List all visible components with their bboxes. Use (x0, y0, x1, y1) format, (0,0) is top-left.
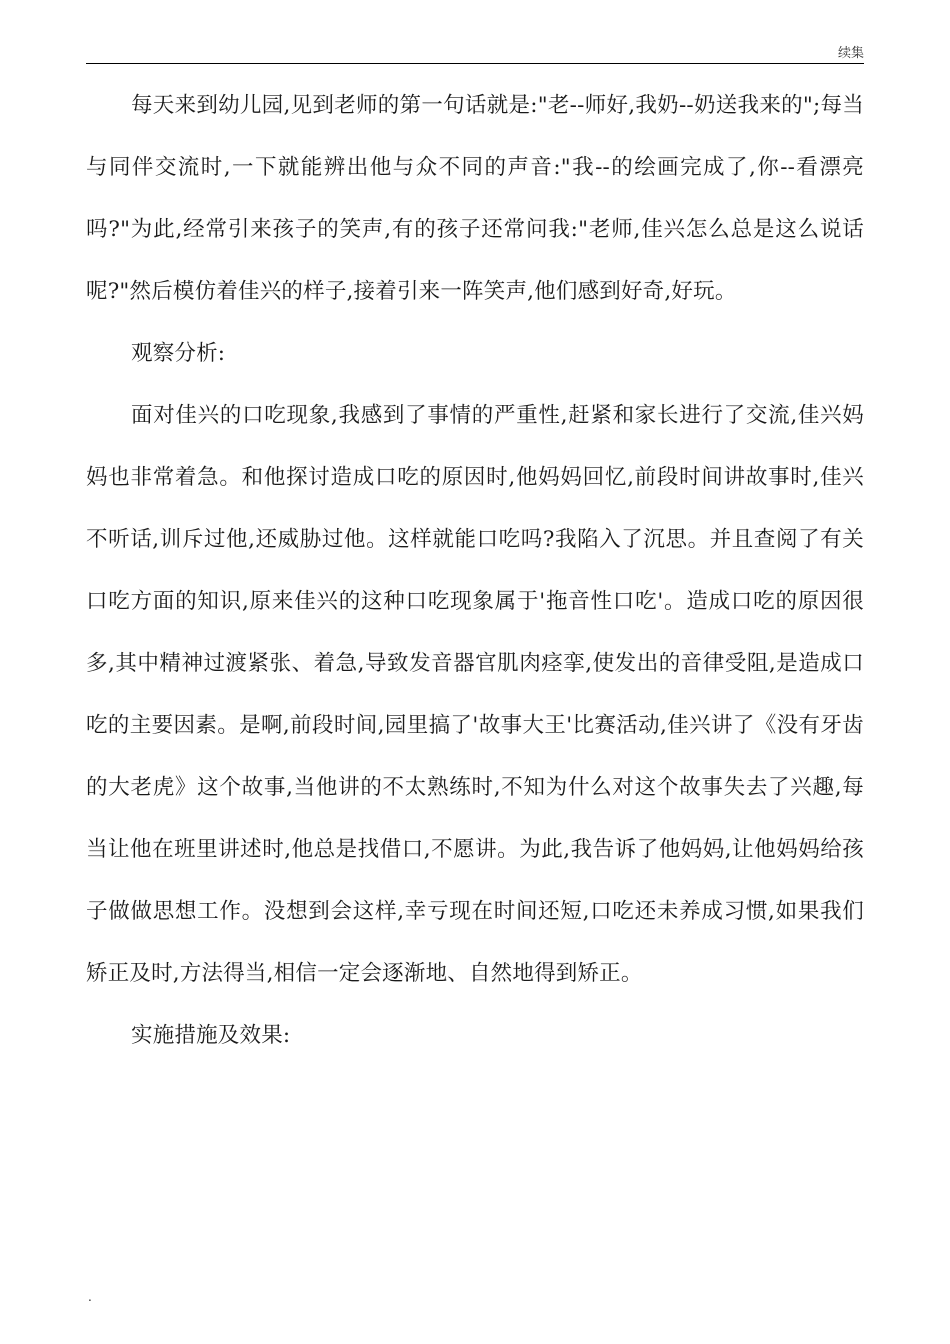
document-body (86, 75, 864, 1067)
page-header-text: 续集 (837, 46, 864, 61)
paragraph-analysis: 面对佳兴的口吃现象,我感到了事情的严重性,赶紧和家长进行了交流,佳兴妈妈也非常着急。和他探讨造成口吃的原因时,他妈妈回忆,前段时间讲故事时,佳兴不听话,训斥过他,还威胁过他。这样就能口吃吗?我陷入了沉思。并且查阅了有关口吃方面的知识,原来佳兴的这种口吃现象属于'拖音性口吃'。造成口吃的原因很多,其中精神过渡紧张、着急,导致发音器官肌肉痉挛,使发出的音律受阻,是造成口吃的主要因素。是啊,前段时间,园里搞了'故事大王'比赛活动,佳兴讲了《没有牙齿的大老虎》这个故事,当他讲的不太熟练时,不知为什么对这个故事失去了兴趣,每当让他在班里讲述时,他总是找借口,不愿讲。为此,我告诉了他妈妈,让他妈妈给孩子做做思想工作。没想到会这样,幸亏现在时间还短,口吃还未养成习惯,如果我们矫正及时,方法得当,相信一定会逐渐地、自然地得到矫正。 (86, 403, 864, 986)
footer-mark: . (88, 1290, 92, 1304)
section-heading-observation: 观察分析: (131, 341, 226, 366)
paragraph-narrative: 每天来到幼儿园,见到老师的第一句话就是:"老--师好,我奶--奶送我来的";每当与同伴交流时,一下就能辨出他与众不同的声音:"我--的绘画完成了,你--看漂亮吗?"为此,经常引来孩子的笑声,有的孩子还常问我:"老师,佳兴怎么总是这么说话呢?"然后模仿着佳兴的样子,接着引来一阵笑声,他们感到好奇,好玩。 (86, 93, 864, 304)
header-divider (86, 63, 864, 64)
section-heading-measures: 实施措施及效果: (131, 1023, 291, 1048)
